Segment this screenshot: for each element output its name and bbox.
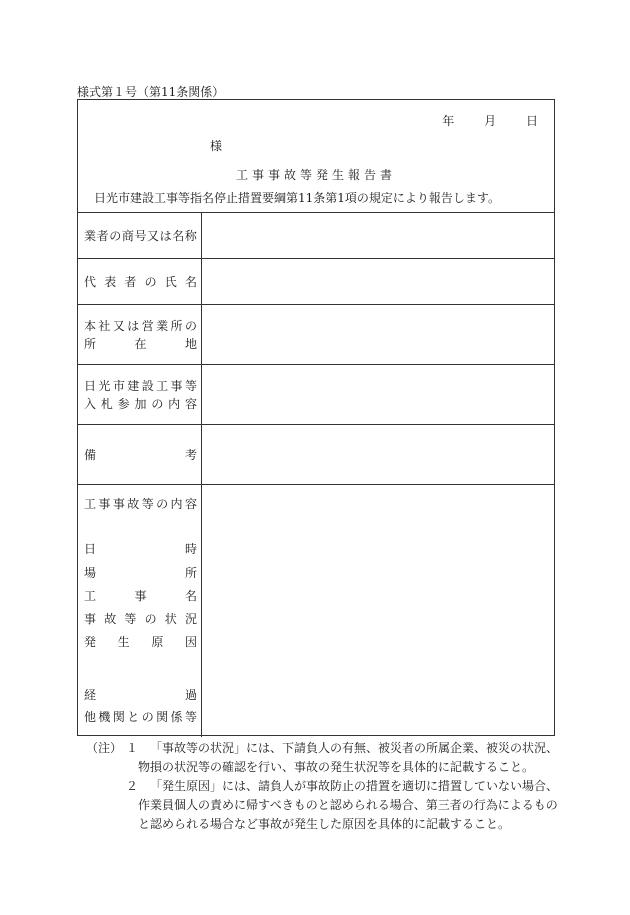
form-header [78,100,554,213]
label-char: 時 [184,542,197,556]
label-char: 関 [156,710,169,724]
note-2-line1 [86,777,566,796]
label-char: 表 [104,275,117,289]
label-char: 発 [84,635,97,649]
label-char: 状 [164,612,177,626]
label-char: 所 [84,337,97,351]
label-char: 者 [124,275,137,289]
note-2-line3 [86,815,566,834]
label-char: 係 [170,710,183,724]
row-bid-participation [78,365,554,425]
label-char: の [109,229,122,243]
label-char: 者 [96,229,109,243]
label-char: 業 [84,229,97,243]
date-field[interactable] [442,112,538,129]
accident-details-field[interactable] [202,485,554,737]
label-char: 称 [184,229,197,243]
label-char: の [141,710,154,724]
label-char: 機 [98,710,111,724]
label-char: 過 [184,688,197,702]
company-name-field[interactable] [202,213,554,258]
label-char: 生 [117,635,130,649]
label-char: 商 [121,229,134,243]
label-char: 内 [170,497,183,511]
notes-section [86,739,566,834]
office-address-field[interactable] [202,305,554,364]
label-char: 日 [84,379,97,393]
situation-label [84,610,197,628]
label-char: 事 [84,612,97,626]
datetime-label [84,540,197,558]
remarks-field[interactable] [202,425,554,484]
label-char: 名 [172,229,185,243]
label-char: 号 [134,229,147,243]
label-char: 因 [184,635,197,649]
participation-label-line1 [84,377,197,395]
label-char: 地 [184,337,197,351]
label-char: 業 [156,319,169,333]
label-char: 事 [170,379,183,393]
label-char: の [156,497,169,511]
note-2-text-line1: 「発生原因」には、請負人が事故防止の措置を適切に措置していない場合、 [150,779,559,793]
progress-label [84,686,197,704]
label-char: 容 [184,397,197,411]
label-char: 入 [84,397,97,411]
label-char: 内 [168,397,181,411]
label-char: 等 [141,497,154,511]
notes-prefix: （注） [86,741,123,755]
note-1-text-line1: 「事故等の状況」には、下請負人の有無、被災者の所属企業、被災の状況、 [150,741,559,755]
addressee-label: 様 [210,139,223,153]
note-2-text-line3: と認められる場合など事故が発生した原因を具体的に記載すること。 [138,817,511,831]
office-label-line1 [84,317,197,335]
note-2-text-line2: 作業員個人の責めに帰すべきものと認められる場合、第三者の行為によるもの [138,798,558,812]
label-char: 事 [134,589,147,603]
participation-label-line2 [84,395,197,413]
label-char: 札 [100,397,113,411]
label-cell [78,305,202,364]
label-char: 又 [147,229,160,243]
label-char: 設 [141,379,154,393]
label-char: 氏 [164,275,177,289]
label-cell [78,425,202,484]
note-1-line1 [86,739,566,758]
representative-field[interactable] [202,259,554,304]
label-char: 考 [184,448,197,462]
label-char: 市 [112,379,125,393]
label-char: 名 [184,589,197,603]
label-cell [78,259,202,304]
label-char: 加 [134,397,147,411]
label-char: と [127,710,140,724]
label-char: 工 [84,497,97,511]
label-char: 他 [84,710,97,724]
date-year-label: 年 [442,114,455,128]
label-char: 等 [184,710,197,724]
label-char: 事 [112,497,125,511]
label-char: 容 [184,497,197,511]
label-char: 故 [104,612,117,626]
label-char: 営 [141,319,154,333]
label-char: の [144,275,157,289]
cause-label [84,633,197,651]
representative-label [84,273,197,291]
note-1-line2 [86,758,566,777]
row-remarks [78,425,554,485]
place-label [84,564,197,582]
note-2-line2 [86,796,566,815]
row-office-address [78,305,554,365]
label-char: 事 [98,497,111,511]
label-char: 等 [184,379,197,393]
label-char: 名 [184,275,197,289]
office-label-line2 [84,335,197,353]
note-1-text-line2: 物損の状況等の確認を行い、事故の発生状況等を具体的に記載すること。 [138,760,535,774]
label-char: は [127,319,140,333]
label-char: 関 [112,710,125,724]
label-char: 工 [84,589,97,603]
label-char: 代 [84,275,97,289]
form-number-label: 様式第１号（第11条関係） [77,85,225,99]
row-accident-details [78,485,554,737]
label-char: の [144,612,157,626]
label-char: 在 [134,337,147,351]
note-2-number: ２ [126,779,139,793]
label-char: 等 [124,612,137,626]
label-cell [78,485,202,737]
label-char: 建 [127,379,140,393]
accident-details-heading [84,495,197,513]
label-char: の [151,397,164,411]
label-char: 本 [84,319,97,333]
remarks-label [84,446,197,464]
label-char: の [184,319,197,333]
label-char: 又 [112,319,125,333]
label-char: 所 [184,566,197,580]
label-char: 光 [98,379,111,393]
label-cell [78,213,202,258]
label-char: 所 [170,319,183,333]
project-name-label [84,587,197,605]
label-cell [78,365,202,424]
row-company-name [78,213,554,259]
label-char: 社 [98,319,111,333]
relations-label [84,708,197,726]
date-day-label: 日 [525,114,538,128]
bid-participation-field[interactable] [202,365,554,424]
label-char: 工 [156,379,169,393]
note-1-number: １ [126,741,139,755]
label-char: 原 [151,635,164,649]
document-title: 工事事故等発生報告書 [235,168,396,182]
label-char: 況 [184,612,197,626]
label-char: は [159,229,172,243]
report-form [77,99,555,736]
label-char: 経 [84,688,97,702]
label-char: 日 [84,542,97,556]
date-month-label: 月 [484,114,497,128]
label-char: 場 [84,566,97,580]
label-char: 故 [127,497,140,511]
company-name-label [84,227,197,245]
row-representative [78,259,554,305]
label-char: 参 [117,397,130,411]
preface-text: 日光市建設工事等指名停止措置要綱第11条第1項の規定により報告します。 [94,191,500,205]
label-char: 備 [84,448,97,462]
